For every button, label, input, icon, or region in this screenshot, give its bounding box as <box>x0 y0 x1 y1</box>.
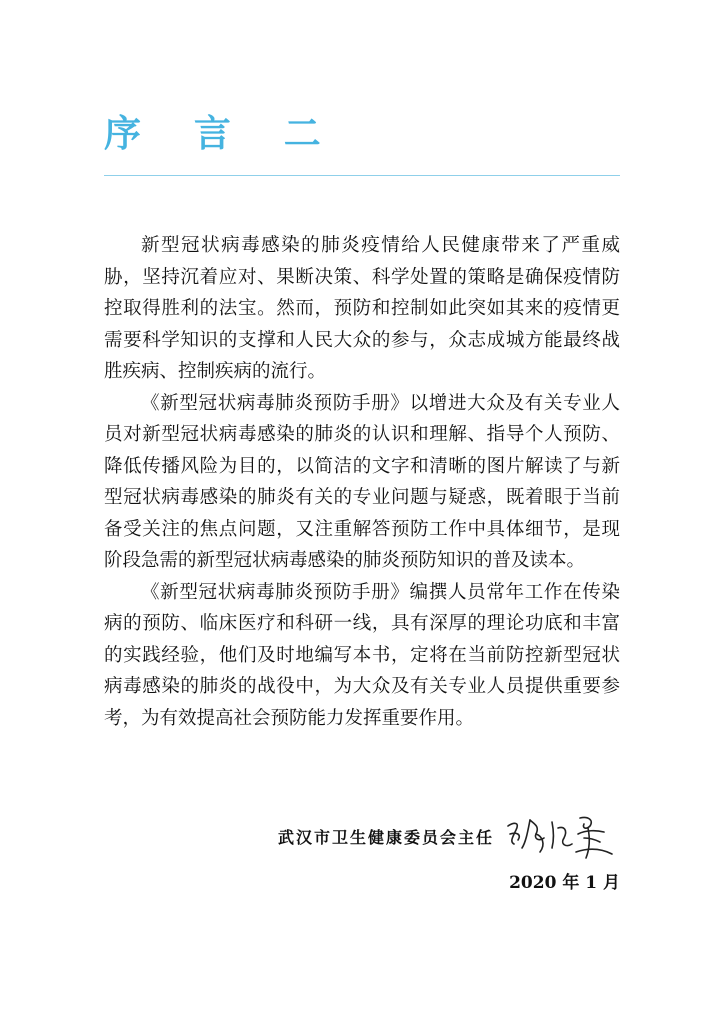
signatory-title: 武汉市卫生健康委员会主任 <box>277 827 494 847</box>
signature-block <box>278 808 620 864</box>
page-title: 序 言 二 <box>104 112 341 155</box>
date-line: 2020 年 1 月 <box>509 873 620 893</box>
preface-body <box>104 230 620 734</box>
paragraph-1: 新型冠状病毒感染的肺炎疫情给人民健康带来了严重威胁，坚持沉着应对、果断决策、科学处置的策略是确保疫情防控取得胜利的法宝。然而，预防和控制如此突如其来的疫情更需要科学知识的支撑和人民大众的参与，众志成城方能最终战胜疾病、控制疾病的流行。 <box>104 235 620 382</box>
paragraph-2: 《新型冠状病毒肺炎预防手册》以增进大众及有关专业人员对新型冠状病毒感染的肺炎的认识和理解、指导个人预防、降低传播风险为目的，以简洁的文字和清晰的图片解读了与新型冠状病毒感染的肺炎有关的专业问题与疑惑，既着眼于当前备受关注的焦点问题，又注重解答预防工作中具体细节，是现阶段急需的新型冠状病毒感染的肺炎预防知识的普及读本。 <box>104 392 620 571</box>
paragraph-3: 《新型冠状病毒肺炎预防手册》编撰人员常年工作在传染病的预防、临床医疗和科研一线，具有深厚的理论功底和丰富的实践经验，他们及时地编写本书，定将在当前防控新型冠状病毒感染的肺炎的战役中，为大众及有关专业人员提供重要参考，为有效提高社会预防能力发挥重要作用。 <box>104 581 620 729</box>
handwritten-signature-icon <box>500 808 620 864</box>
title-divider <box>104 175 620 176</box>
